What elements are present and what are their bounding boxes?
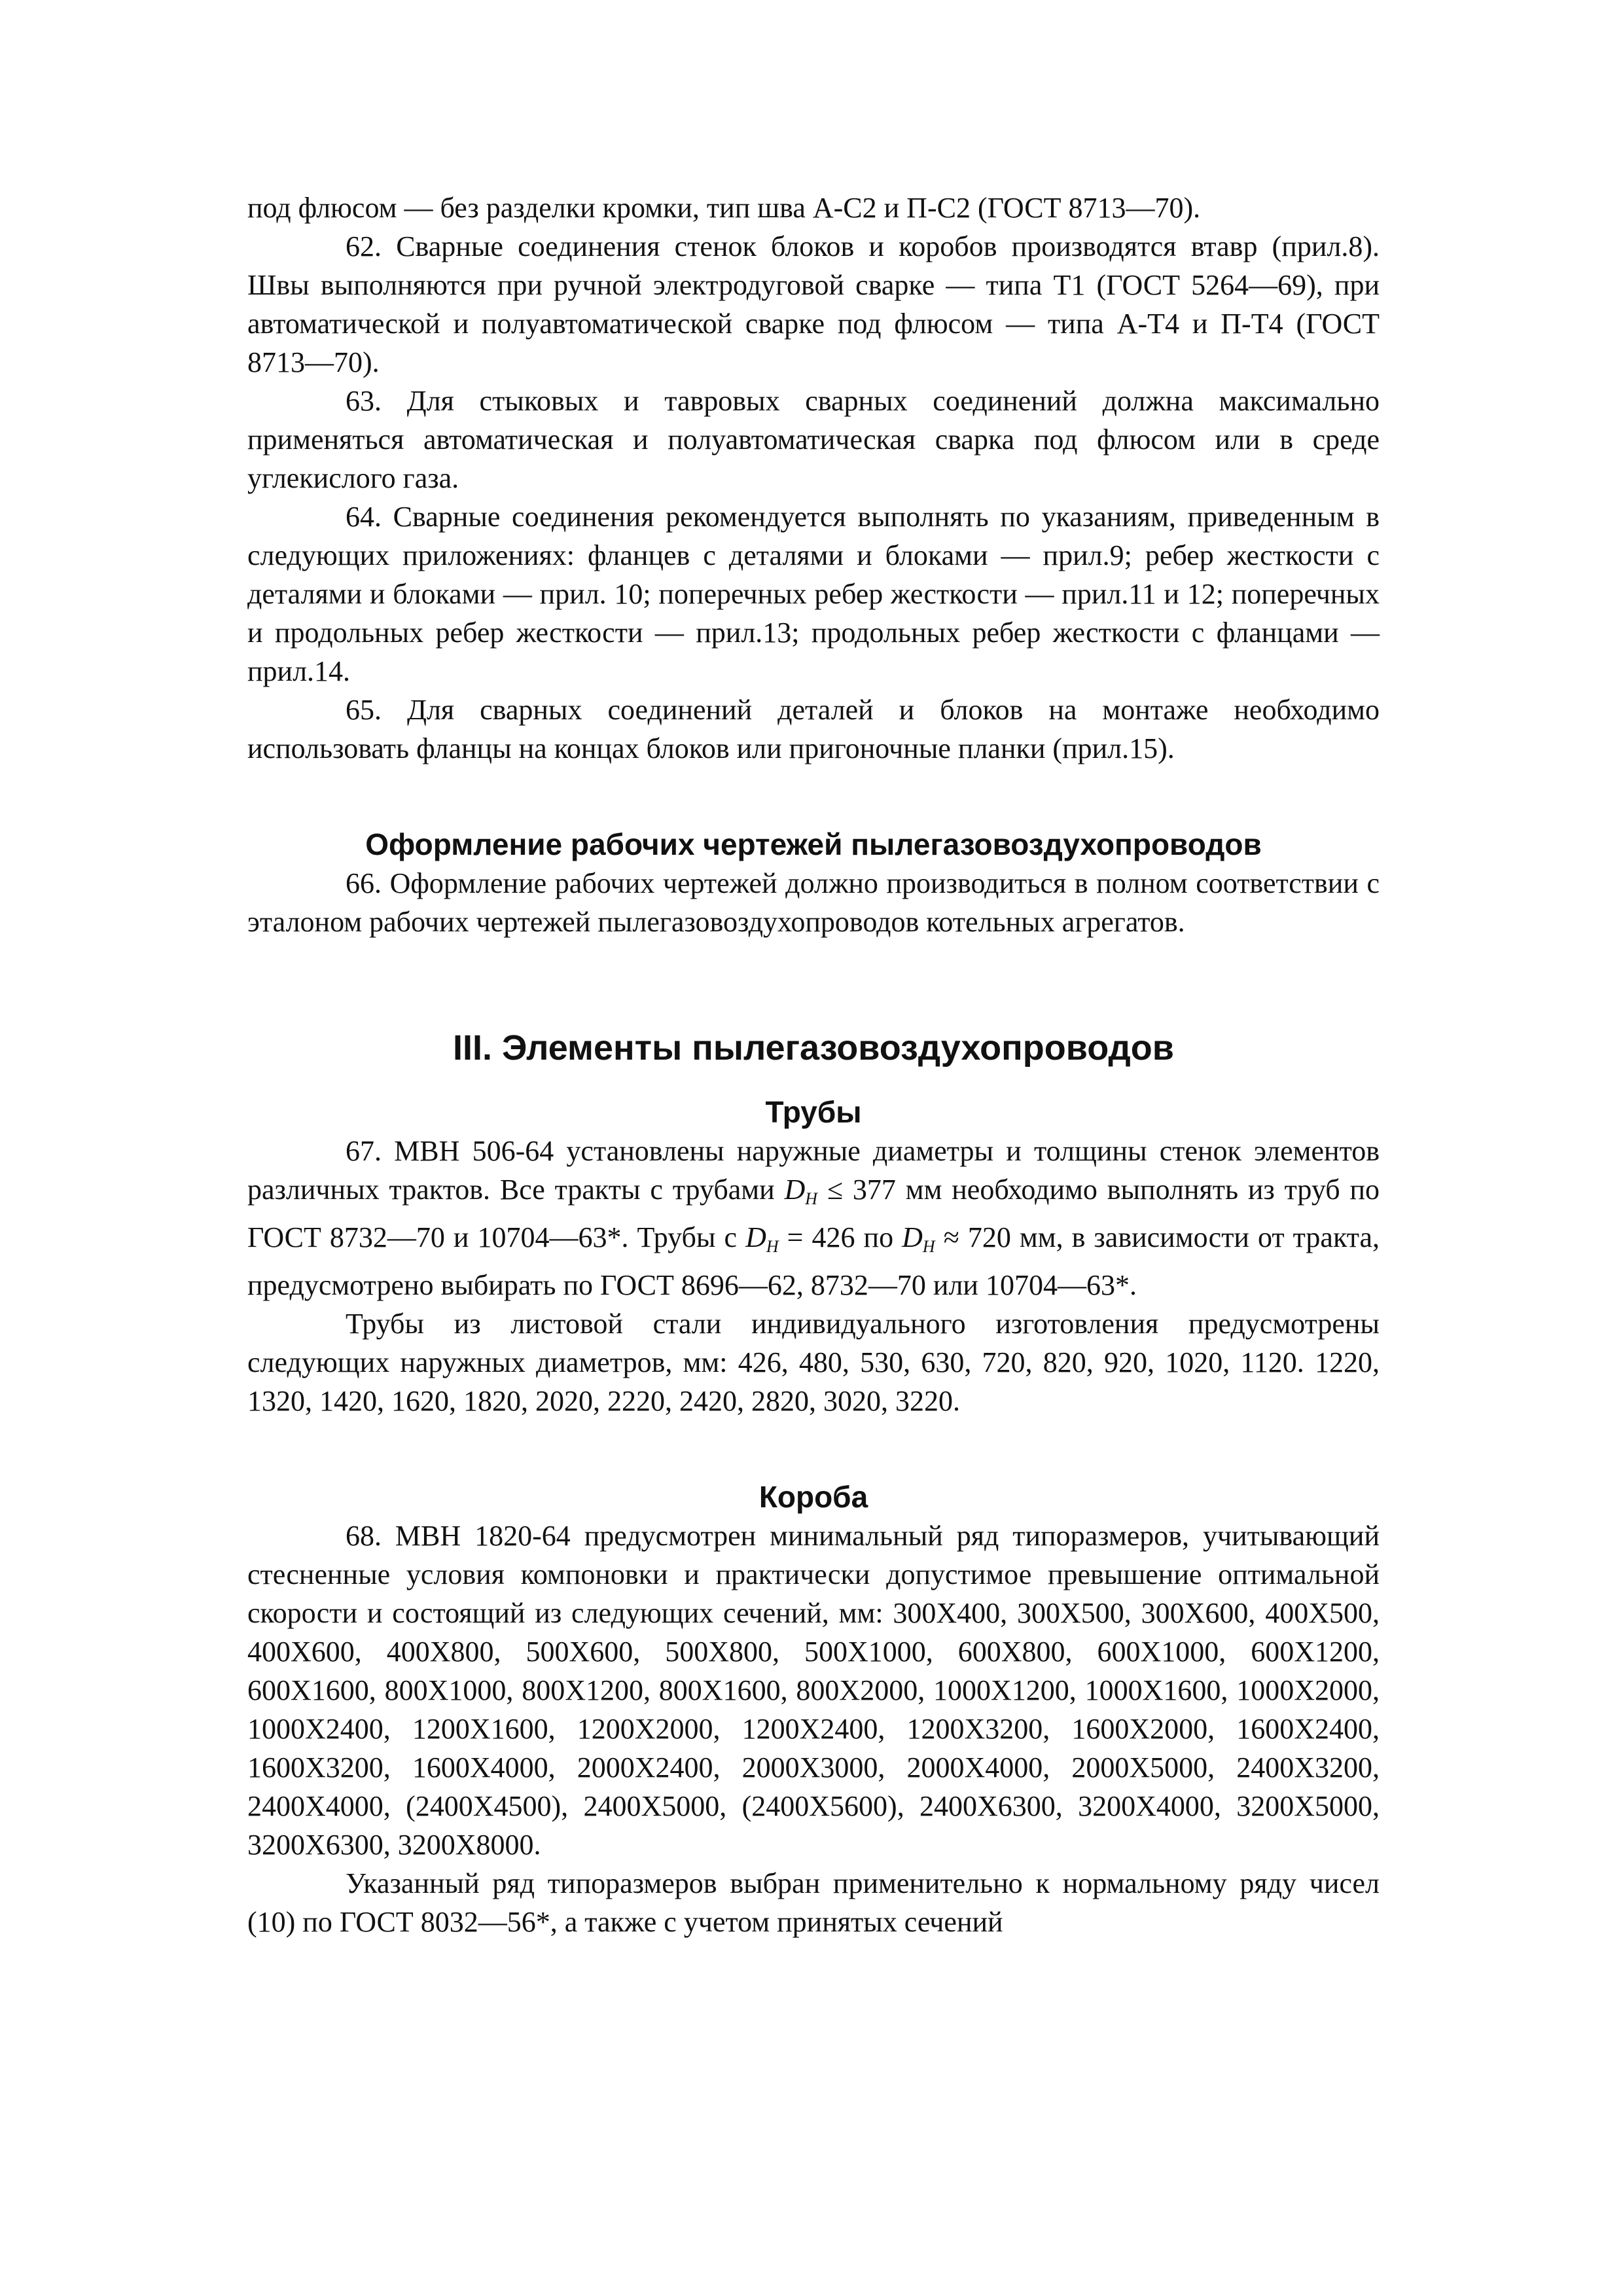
paragraph-66: 66. Оформление рабочих чертежей должно производиться в полном соответствии с эталоном рабочих чертежей пылегазовоздухопроводов котельных агрегатов.	[247, 867, 1380, 938]
section-title: III. Элементы пылегазовоздухопроводов	[453, 1028, 1174, 1067]
heading-drawings: Оформление рабочих чертежей пылегазовоздухопроводов	[365, 827, 1262, 861]
diameter-symbol: $D_Н$	[902, 1221, 935, 1256]
paragraph-62: 62. Сварные соединения стенок блоков и коробов производятся втавр (прил.8). Швы выполняются при ручной электродуговой сварке — типа Т1 (ГОСТ 5264—69), при автоматической и полуавтоматической сварке под флюсом — типа А-Т4 и П-Т4 (ГОСТ 8713—70).	[247, 230, 1380, 378]
page-content	[247, 188, 1380, 1941]
paragraph-65: 65. Для сварных соединений деталей и блоков на монтаже необходимо использовать фланцы на концах блоков или пригоночные планки (прил.15).	[247, 694, 1380, 764]
paragraph-63: 63. Для стыковых и тавровых сварных соединений должна максимально применяться автоматическая и полуавтоматическая сварка под флюсом или в среде углекислого газа.	[247, 385, 1380, 494]
paragraph-68: 68. МВН 1820-64 предусмотрен минимальный ряд типоразмеров, учитывающий стесненные условия компоновки и практически допустимое превышение оптимальной скорости и состоящий из следующих сечений, мм: 300Х400, 300Х500, 300Х600, 400Х500, 400Х600, 400Х800, 500Х600, 500Х800, 500Х1000, 600Х800, 600Х1000, 600Х1200, 600Х1600, 800Х1000, 800Х1200, 800Х1600, 800Х2000, 1000Х1200, 1000Х1600, 1000Х2000, 1000Х2400, 1200Х1600, 1200Х2000, 1200Х2400, 1200Х3200, 1600Х2000, 1600Х2400, 1600Х3200, 1600Х4000, 2000Х2400, 2000Х3000, 2000Х4000, 2000Х5000, 2400Х3200, 2400Х4000, (2400Х4500), 2400Х5000, (2400Х5600), 2400Х6300, 3200Х4000, 3200Х5000, 3200Х6300, 3200Х8000.	[247, 1520, 1380, 1861]
heading-ducts: Короба	[758, 1480, 868, 1514]
diameter-symbol: $D_Н$	[745, 1221, 779, 1256]
paragraph-67-continued: Трубы из листовой стали индивидуального изготовления предусмотрены следующих наружных диаметров, мм: 426, 480, 530, 630, 720, 820, 920, 1020, 1120. 1220, 1320, 1420, 1620, 1820, 2020, 2220, 2420, 2820, 3020, 3220.	[247, 1308, 1380, 1417]
paragraph-68-continued: Указанный ряд типоразмеров выбран применительно к нормальному ряду чисел (10) по ГОСТ 8032—56*, а также с учетом принятых сечений	[247, 1867, 1380, 1938]
paragraph-64: 64. Сварные соединения рекомендуется выполнять по указаниям, приведенным в следующих приложениях: фланцев с деталями и блоками — прил.9; ребер жесткости с деталями и блоками — прил. 10; поперечных ребер жесткости — прил.11 и 12; поперечных и продольных ребер жесткости — прил.13; продольных ребер жесткости с фланцами — прил.14.	[247, 501, 1380, 687]
diameter-symbol: $D_Н$	[784, 1174, 818, 1208]
paragraph-67: 67. МВН 506-64 установлены наружные диаметры и толщины стенок элементов различных трактов. Все тракты с трубами $D_Н \le 377$ мм необходимо выполнять из труб по ГОСТ 8732—70 и 10704—63*. Трубы с $D_Н = 426$ по $D_Н \approx 720$ мм, в зависимости от тракта, предусмотрено выбирать по ГОСТ 8696—62, 8732—70 или 10704—63*.	[247, 1135, 1380, 1301]
paragraph-continuation: под флюсом — без разделки кромки, тип шва А-С2 и П-С2 (ГОСТ 8713—70).	[247, 192, 1201, 224]
heading-pipes: Трубы	[765, 1095, 862, 1129]
